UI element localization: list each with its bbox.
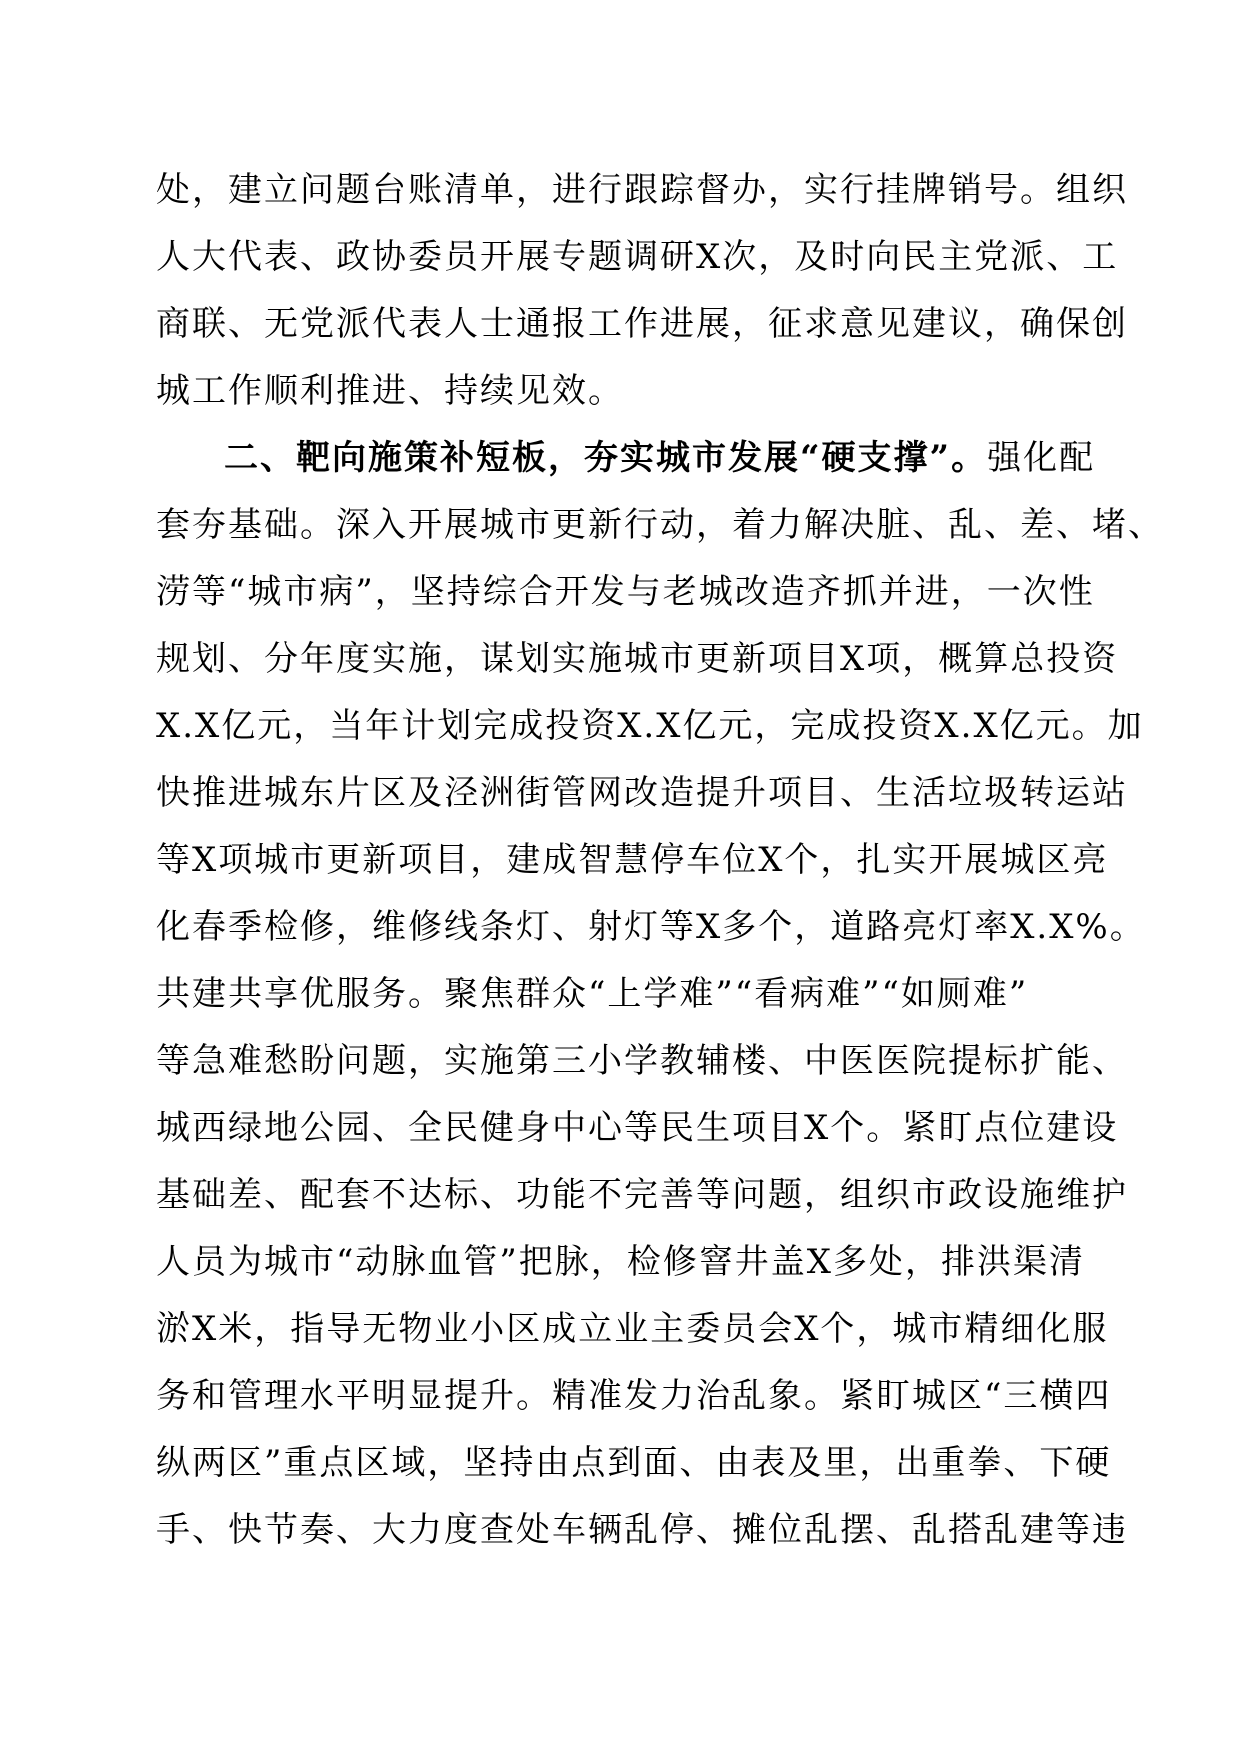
section-heading-tail: 强化配 [987,438,1096,478]
paragraph-line: 手、快节奏、大力度查处车辆乱停、摊位乱摆、乱搭乱建等违 [156,1510,1128,1550]
paragraph-line: 务和管理水平明显提升。精准发力治乱象。紧盯城区“三横四 [156,1376,1112,1416]
paragraph-line: 快推进城东片区及泾洲街管网改造提升项目、生活垃圾转运站 [156,773,1128,813]
paragraph-line: 处，建立问题台账清单，进行跟踪督办，实行挂牌销号。组织 [156,170,1128,210]
paragraph-line: X.X亿元，当年计划完成投资X.X亿元，完成投资X.X亿元。加 [156,706,1144,746]
paragraph-line: 共建共享优服务。聚焦群众“上学难”“看病难”“如厕难” [156,974,1029,1014]
section-heading-line [224,433,1096,483]
paragraph-line: 城工作顺利推进、持续见效。 [156,371,624,411]
paragraph-line: 涝等“城市病”，坚持综合开发与老城改造齐抓并进，一次性 [156,572,1095,612]
paragraph-line: 化春季检修，维修线条灯、射灯等X多个，道路亮灯率X.X%。 [156,907,1146,947]
paragraph-line: 城西绿地公园、全民健身中心等民生项目X个。紧盯点位建设 [156,1108,1119,1148]
paragraph-line: 基础差、配套不达标、功能不完善等问题，组织市政设施维护 [156,1175,1128,1215]
paragraph-line: 商联、无党派代表人士通报工作进展，征求意见建议，确保创 [156,304,1128,344]
paragraph-line: 规划、分年度实施，谋划实施城市更新项目X项，概算总投资 [156,639,1119,679]
paragraph-line: 人员为城市“动脉血管”把脉，检修窨井盖X多处，排洪渠清 [156,1242,1085,1282]
paragraph-line: 纵两区”重点区域，坚持由点到面、由表及里，出重拳、下硬 [156,1443,1112,1483]
paragraph-line: 人大代表、政协委员开展专题调研X次，及时向民主党派、工 [156,237,1119,277]
paragraph-line: 淤X米，指导无物业小区成立业主委员会X个，城市精细化服 [156,1309,1109,1349]
paragraph-line: 套夯基础。深入开展城市更新行动，着力解决脏、乱、差、堵、 [156,505,1164,545]
paragraph-line: 等急难愁盼问题，实施第三小学教辅楼、中医医院提标扩能、 [156,1041,1128,1081]
section-heading: 二、靶向施策补短板，夯实城市发展“硬支撑”。 [224,438,988,478]
paragraph-line: 等X项城市更新项目，建成智慧停车位X个，扎实开展城区亮 [156,840,1109,880]
